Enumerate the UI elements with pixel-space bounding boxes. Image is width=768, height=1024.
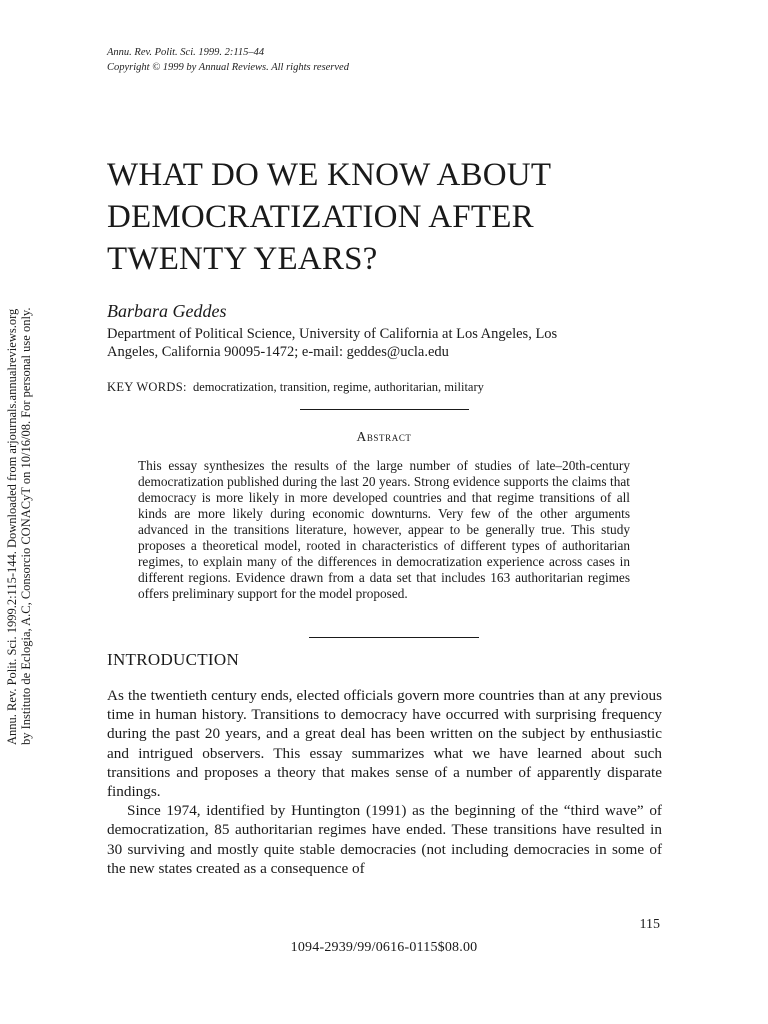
author-name: Barbara Geddes bbox=[107, 301, 227, 321]
download-watermark bbox=[5, 265, 33, 745]
article-title bbox=[107, 154, 667, 280]
paragraph-1: As the twentieth century ends, elected officials govern more countries than at any previous time in human history. Transitions to democracy have occurred with surprising frequency during the past 20 years, and a great deal has been written on the subject by enthusiastic and intrigued observers. This essay summarizes what we have learned about such transitions and proposes a theory that makes sense of a number of apparently disparate findings. bbox=[107, 687, 662, 801]
divider-rule-top bbox=[300, 409, 469, 410]
section-heading-introduction: INTRODUCTION bbox=[107, 650, 240, 669]
watermark-line-2: by Instituto de Eclogia, A.C, Consorcio CONACyT on 10/16/08. For personal use only. bbox=[19, 307, 33, 745]
title-line-2: DEMOCRATIZATION AFTER bbox=[107, 199, 534, 235]
page-number: 115 bbox=[639, 917, 660, 932]
copyright-notice: Copyright © 1999 by Annual Reviews. All rights reserved bbox=[107, 62, 349, 73]
keywords-values: democratization, transition, regime, authoritarian, military bbox=[193, 380, 484, 394]
divider-rule-bottom bbox=[309, 637, 479, 638]
title-line-1: WHAT DO WE KNOW ABOUT bbox=[107, 157, 552, 193]
price-code: 1094-2939/99/0616-0115$08.00 bbox=[290, 940, 478, 955]
affiliation-line-1: Department of Political Science, University of California at Los Angeles, Los bbox=[107, 326, 558, 342]
abstract-heading: Abstract bbox=[356, 429, 412, 444]
journal-citation: Annu. Rev. Polit. Sci. 1999. 2:115–44 bbox=[107, 47, 265, 58]
journal-header bbox=[107, 45, 349, 75]
paragraph-2: Since 1974, identified by Huntington (1991) as the beginning of the “third wave” of democratization, 85 authoritarian regimes have ended. These transitions have resulted in 30 surviving and mostly quite stable democracies (not including democracies in some of the new states created as a consequence of bbox=[107, 802, 662, 877]
keywords bbox=[107, 379, 484, 395]
watermark-line-1: Annu. Rev. Polit. Sci. 1999.2:115-144. Downloaded from arjournals.annualreviews.org bbox=[5, 308, 19, 745]
introduction-body bbox=[107, 686, 662, 878]
author-affiliation bbox=[107, 325, 667, 361]
title-line-3: TWENTY YEARS? bbox=[107, 241, 378, 277]
keywords-label: KEY WORDS: bbox=[107, 380, 187, 394]
abstract-text: This essay synthesizes the results of the large number of studies of late–20th-century democratization published during the last 20 years. Strong evidence supports the claims that democracy is more likely in more developed countries and that regime transitions of all kinds are more likely during economic downturns. Very few of the other arguments advanced in the transitions literature, however, appear to be generally true. This study proposes a theoretical model, rooted in characteristics of different types of authoritarian regimes, to explain many of the differences in democratization experience across cases in different regions. Evidence drawn from a data set that includes 163 authoritarian regimes offers preliminary support for the model proposed. bbox=[138, 458, 630, 601]
affiliation-line-2: Angeles, California 90095-1472; e-mail: geddes@ucla.edu bbox=[107, 344, 449, 360]
